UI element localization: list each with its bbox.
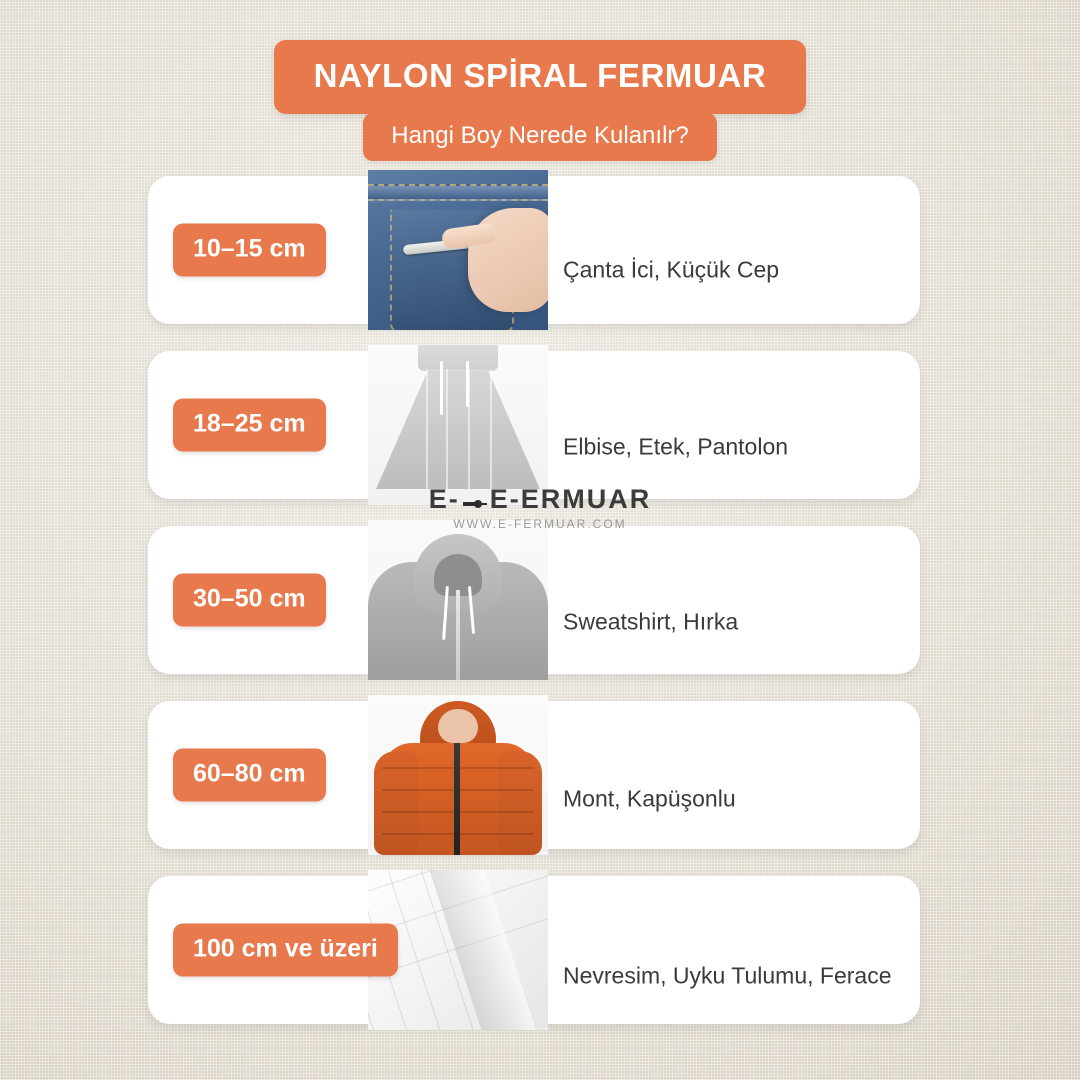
list-item [148,876,920,1024]
list-item [148,526,920,674]
usage-label: Nevresim, Uyku Tulumu, Ferace [563,962,892,989]
list-item [148,176,920,324]
usage-label: Elbise, Etek, Pantolon [563,433,789,460]
poster-subtitle-container [0,113,1080,161]
grey-zip-hoodie-photo [368,520,548,680]
size-badge: 30–50 cm [173,574,326,627]
size-badge: 60–80 cm [173,749,326,802]
list-item [148,351,920,499]
jeans-pocket-zipper-photo [368,170,548,330]
usage-label: Sweatshirt, Hırka [563,608,739,635]
watermark-brand-prefix: E- [428,484,460,514]
usage-label: Çanta İci, Küçük Cep [563,256,780,283]
size-badge: 100 cm ve üzeri [173,924,398,977]
size-badge: 18–25 cm [173,399,326,452]
page-title: NAYLON SPİRAL FERMUAR [274,40,807,114]
size-badge: 10–15 cm [173,224,326,277]
page-subtitle: Hangi Boy Nerede Kulanılr? [363,113,717,161]
watermark-url: WWW.E-FERMUAR.COM [453,517,627,531]
list-item [148,701,920,849]
size-guide-list [148,176,920,1051]
poster-title-container [0,40,1080,114]
watermark-brand: E-ERMUAR [489,484,652,514]
grey-pleated-skirt-photo [368,345,548,505]
orange-puffer-jacket-photo [368,695,548,855]
usage-label: Mont, Kapüşonlu [563,785,736,812]
